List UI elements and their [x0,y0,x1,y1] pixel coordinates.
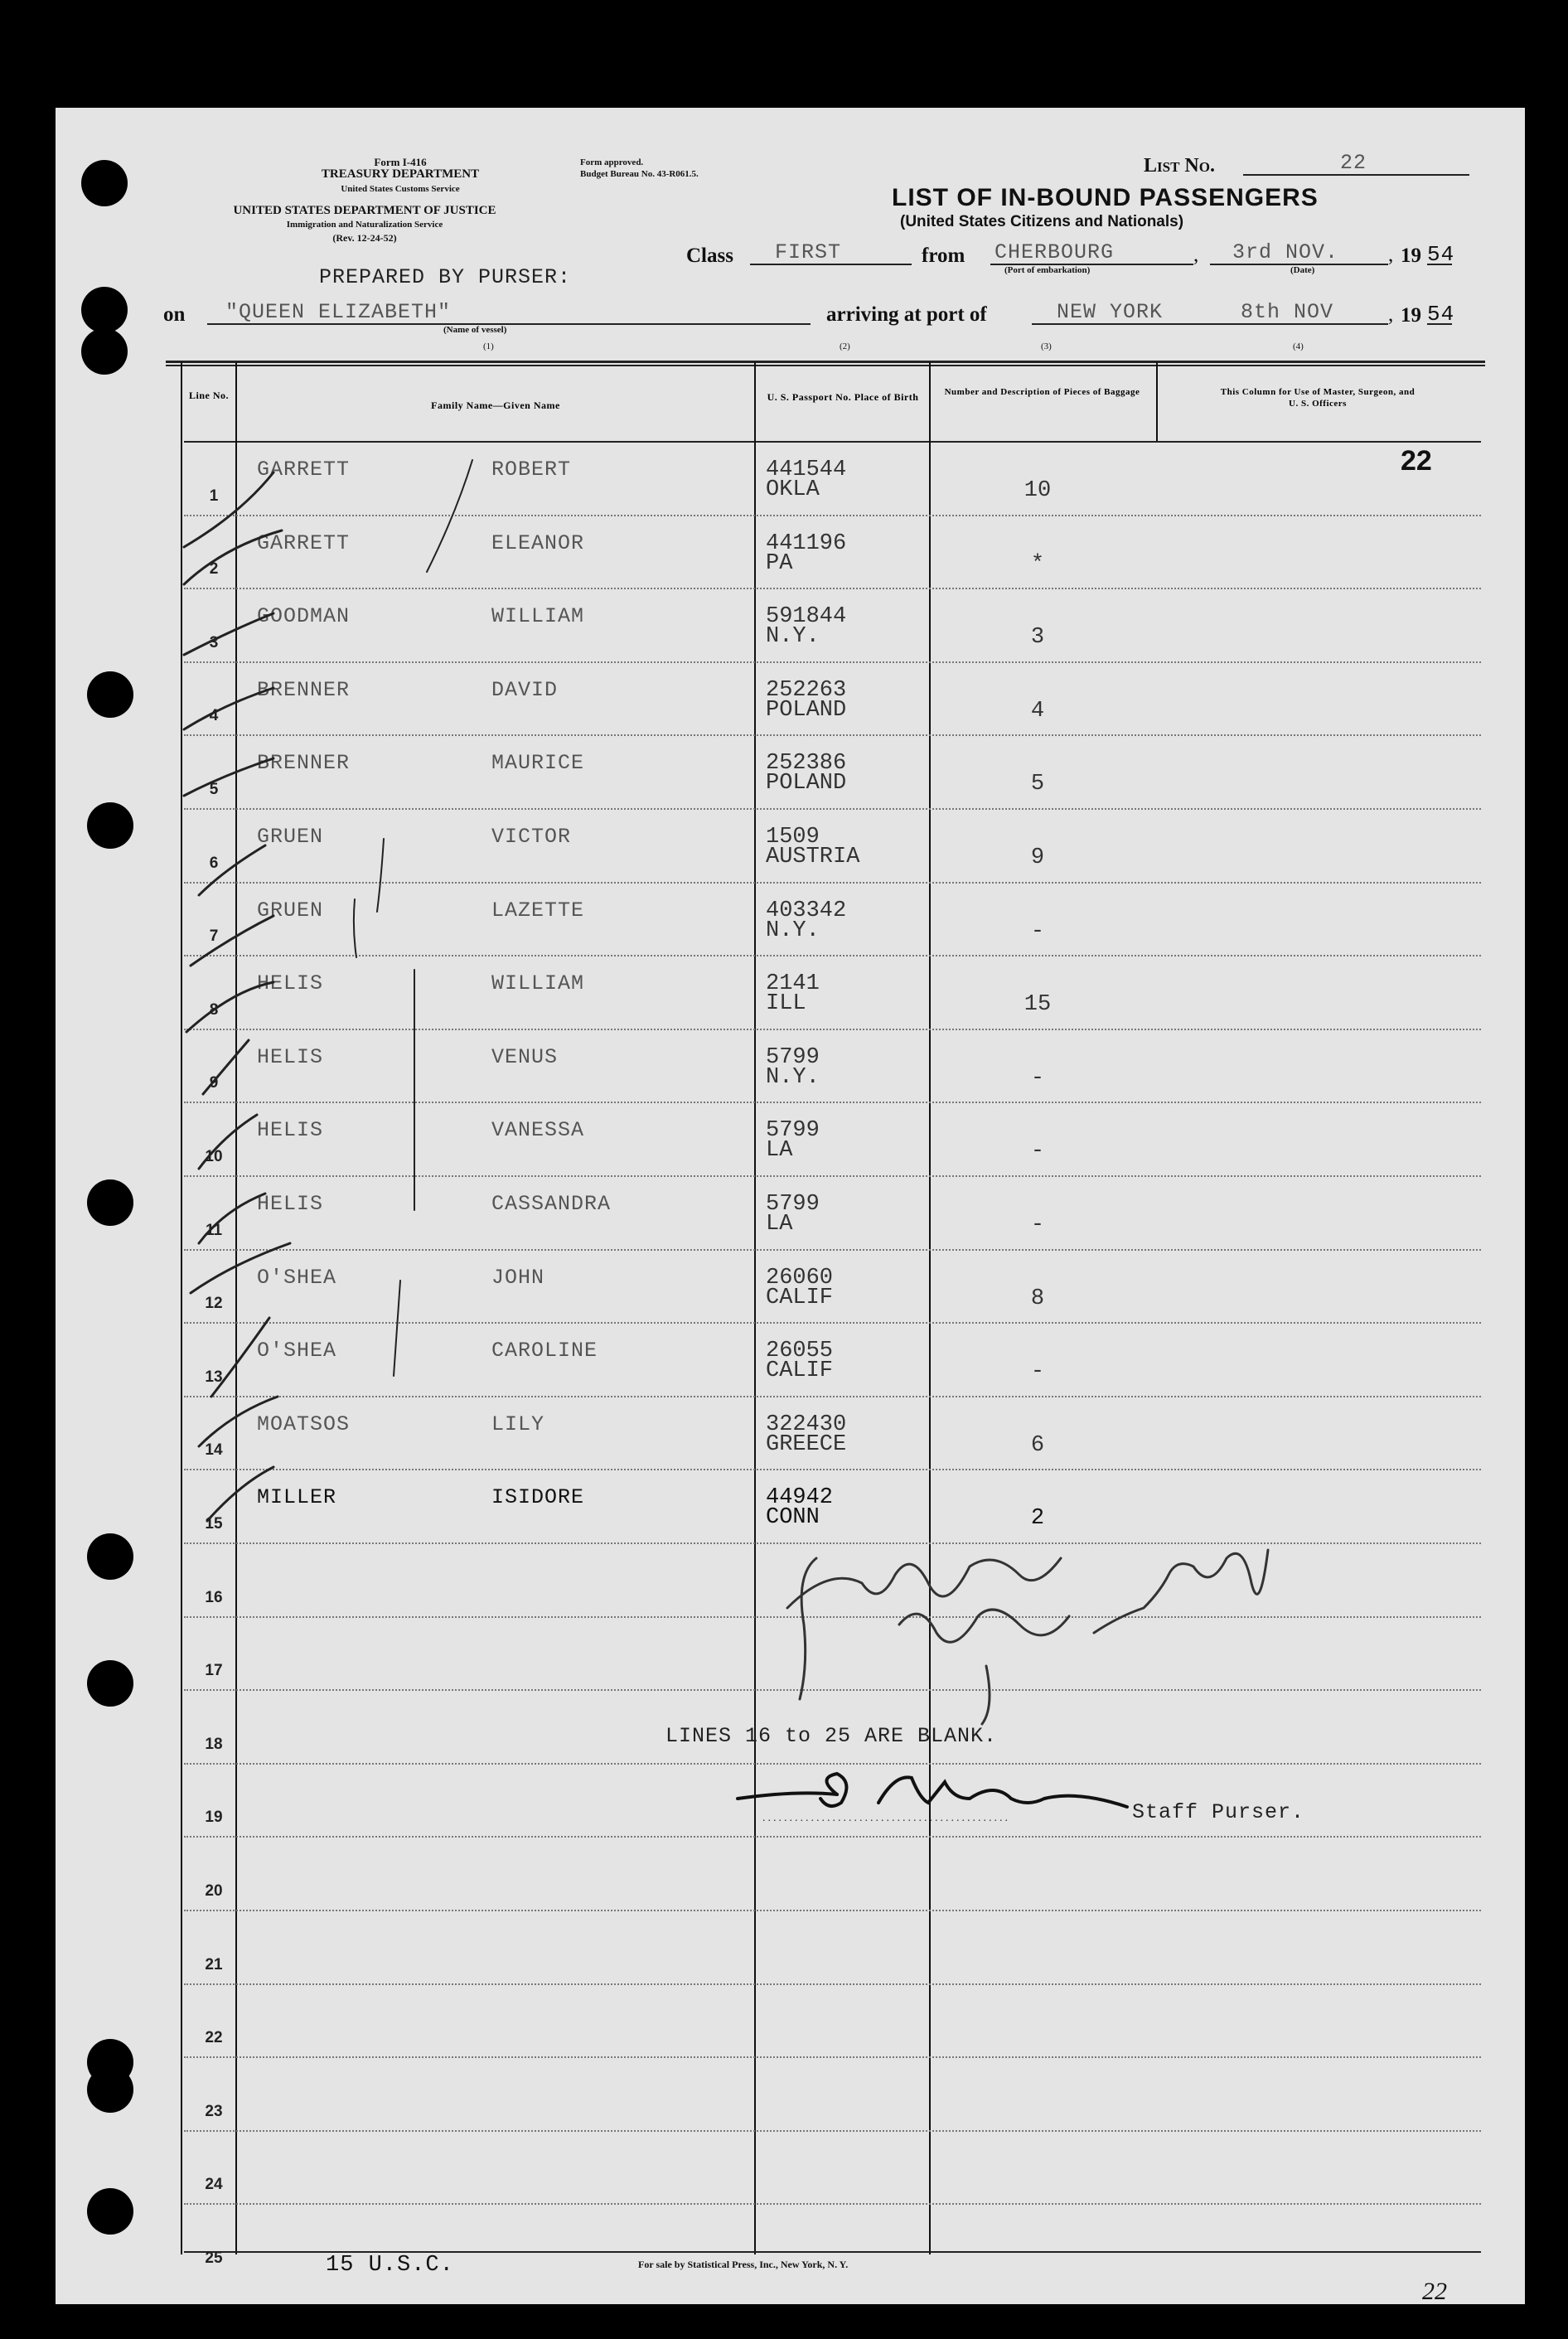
passport-number: 2141 [766,971,820,997]
approval-line: Form approved. [580,157,644,167]
place-of-birth: PA [766,550,793,576]
baggage-count: - [1030,1139,1045,1165]
passport-number: 441196 [766,530,847,556]
vessel-name: "QUEEN ELIZABETH" [225,300,452,324]
line-number: 4 [209,707,219,725]
class-value: FIRST [775,240,842,264]
col-number-4: (4) [1293,341,1304,351]
given-name: VENUS [491,1044,559,1069]
year-prefix: 19 [1401,245,1421,267]
arrival-year-prefix: 19 [1401,304,1421,327]
family-name: BRENNER [257,751,351,776]
baggage-count: 9 [1030,845,1045,870]
printer-line: For sale by Statistical Press, Inc., New York, N. Y. [638,2259,849,2270]
baggage-count: 4 [1030,698,1045,724]
baggage-count: 8 [1030,1286,1045,1311]
prepared-by: PREPARED BY PURSER: [319,265,572,289]
passport-number: 441544 [766,458,847,482]
family-name: MOATSOS [257,1412,351,1436]
place-of-birth: POLAND [766,771,847,797]
family-name: HELIS [257,971,324,996]
col-number-3: (3) [1041,341,1052,351]
line-number: 5 [209,781,219,798]
ins-name: Immigration and Naturalization Service [286,220,443,230]
baggage-count: 5 [1030,772,1045,797]
line-number: 13 [205,1368,223,1386]
baggage-count: - [1030,1213,1045,1237]
place-of-birth: AUSTRIA [766,845,860,869]
line-number: 23 [205,2102,223,2120]
line-number: 15 [205,1515,223,1533]
family-name: HELIS [257,1192,324,1216]
passport-number: 5799 [766,1044,820,1070]
given-name: LAZETTE [491,898,585,923]
col-number-2: (2) [840,341,850,351]
col-header-name: Family Name—Given Name [431,400,560,411]
passport-number: 26055 [766,1339,834,1364]
line-number: 8 [209,1000,219,1019]
family-name: GRUEN [257,825,324,849]
baggage-count: 10 [1024,478,1052,503]
baggage-count: * [1030,551,1045,577]
given-name: WILLIAM [491,971,585,996]
arrival-date: 8th NOV [1241,300,1334,324]
family-name: MILLER [257,1485,337,1510]
baggage-count: - [1030,918,1045,944]
baggage-count: 2 [1030,1506,1045,1532]
line-number: 14 [205,1441,223,1460]
col-header-officers: This Column for Use of Master, Surgeon, and U. S. Officers [1220,387,1416,409]
arriving-label: arriving at port of [826,303,987,326]
family-name: HELIS [257,1044,324,1069]
line-number: 24 [205,2176,223,2194]
col-number-1: (1) [483,341,494,351]
place-of-birth: LA [766,1212,793,1237]
vessel-caption: (Name of vessel) [443,325,507,335]
given-name: VANESSA [491,1118,585,1143]
line-number: 11 [205,1221,223,1239]
given-name: DAVID [491,677,559,702]
line-number: 17 [205,1662,223,1680]
line-number: 19 [205,1809,223,1827]
purser-label: Staff Purser. [1132,1800,1305,1824]
given-name: MAURICE [491,751,585,776]
statute-ref: 15 U.S.C. [326,2253,454,2278]
justice-dept: UNITED STATES DEPARTMENT OF JUSTICE [233,204,496,217]
family-name: GRUEN [257,898,324,923]
from-label: from [922,245,965,267]
passport-number: 252386 [766,751,847,777]
line-number: 10 [205,1148,223,1165]
baggage-count: - [1030,1359,1045,1385]
passport-number: 322430 [766,1412,847,1437]
officer-mark: 22 [1401,445,1432,477]
line-number: 20 [205,1882,223,1900]
place-of-birth: N.Y. [766,624,820,650]
passport-number: 44942 [766,1485,834,1511]
family-name: GOODMAN [257,604,351,629]
family-name: O'SHEA [257,1265,337,1290]
col-header-line-no: Line No. [188,390,229,401]
line-number: 22 [205,2029,223,2047]
given-name: WILLIAM [491,604,585,629]
class-label: Class [686,245,733,267]
family-name: BRENNER [257,677,351,702]
baggage-count: - [1030,1065,1045,1091]
place-of-birth: POLAND [766,697,847,723]
passport-number: 1509 [766,825,820,850]
place-of-birth: CALIF [766,1285,834,1310]
revision: (Rev. 12-24-52) [332,232,397,244]
line-number: 9 [209,1074,219,1092]
passport-number: 5799 [766,1118,820,1144]
given-name: CAROLINE [491,1339,598,1363]
given-name: ELEANOR [491,530,585,555]
place-of-birth: N.Y. [766,1064,820,1090]
col-header-passport: U. S. Passport No. Place of Birth [767,391,919,403]
place-of-birth: OKLA [766,477,820,502]
page-subtitle: (United States Citizens and Nationals) [900,213,1184,230]
baggage-count: 15 [1024,992,1052,1018]
form-number: Form I-416 [374,156,427,168]
passport-number: 403342 [766,898,847,923]
list-no-label: List No. [1144,155,1215,177]
given-name: VICTOR [491,825,572,849]
line-number: 12 [205,1295,223,1313]
place-of-birth: ILL [766,991,806,1017]
passport-number: 252263 [766,677,847,703]
passport-number: 26060 [766,1265,834,1291]
line-number: 21 [205,1955,223,1973]
arrival-year-suffix: 54 [1427,302,1455,327]
list-no-value: 22 [1340,151,1367,175]
line-number: 2 [209,560,219,579]
family-name: HELIS [257,1118,324,1143]
line-number: 16 [205,1588,223,1606]
line-number: 25 [205,2249,223,2267]
line-number: 6 [209,854,219,872]
place-of-birth: GREECE [766,1431,847,1457]
line-number: 1 [209,487,219,505]
embarkation-caption: (Port of embarkation) [1004,265,1091,275]
line-number: 18 [205,1735,223,1753]
given-name: CASSANDRA [491,1192,612,1216]
given-name: ISIDORE [491,1485,585,1510]
handwritten-page-number: 22 [1422,2278,1447,2305]
departure-date: 3rd NOV. [1232,240,1339,264]
year-suffix: 54 [1427,242,1455,267]
given-name: LILY [491,1412,545,1436]
family-name: GARRETT [257,530,351,555]
dept-name: TREASURY DEPARTMENT [321,167,480,181]
on-label: on [163,303,186,326]
passport-number: 591844 [766,604,847,630]
line-number: 3 [209,633,219,651]
line-number: 7 [209,927,219,946]
baggage-count: 3 [1030,625,1045,651]
embarkation-port: CHERBOURG [995,240,1115,264]
family-name: O'SHEA [257,1339,337,1363]
family-name: GARRETT [257,458,351,482]
place-of-birth: N.Y. [766,918,820,943]
page-title: LIST OF IN-BOUND PASSENGERS [892,184,1319,211]
baggage-count: 6 [1030,1432,1045,1458]
date-caption: (Date) [1290,265,1315,275]
place-of-birth: CONN [766,1505,820,1531]
arrival-port: NEW YORK [1057,300,1164,324]
given-name: JOHN [491,1265,545,1290]
blank-lines-note: LINES 16 to 25 ARE BLANK. [665,1724,998,1748]
passport-number: 5799 [766,1192,820,1217]
col-header-baggage: Number and Description of Pieces of Baggage [944,387,1140,397]
given-name: ROBERT [491,458,572,482]
budget-bureau: Budget Bureau No. 43-R061.5. [580,169,699,179]
place-of-birth: CALIF [766,1358,834,1384]
place-of-birth: LA [766,1138,793,1164]
service-name: United States Customs Service [341,184,460,194]
